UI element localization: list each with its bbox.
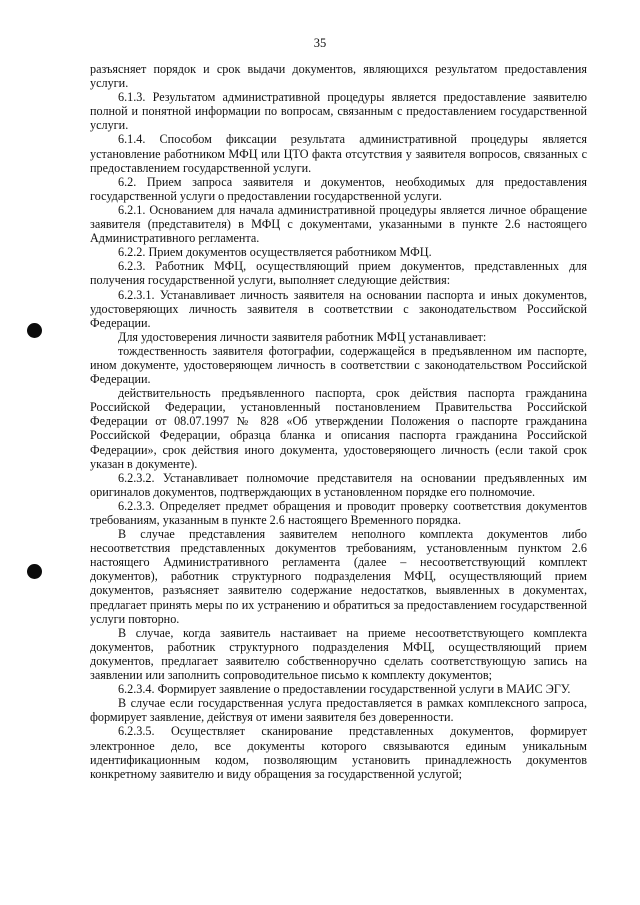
- page-number: 35: [313, 36, 327, 50]
- paragraph-6-1-4: 6.1.4. Способом фиксации результата административной процедуры является установление работником МФЦ или ЦТО факта отсутствия у заявителя вопросов, связанных с предоставлением государственной услуги.: [90, 132, 587, 175]
- punch-hole-mark: [27, 323, 42, 338]
- document-body: [90, 62, 587, 781]
- paragraph-identity-intro: Для удостоверения личности заявителя работник МФЦ устанавливает:: [118, 329, 487, 344]
- paragraph-6-2-3-1: 6.2.3.1. Устанавливает личность заявителя на основании паспорта и иных документов, удостоверяющих личность заявителя в соответствии с законодательством Российской Федерации.: [90, 287, 587, 330]
- paragraph-6-1-3: 6.1.3. Результатом административной процедуры является предоставление заявителю полной и понятной информации по вопросам, связанным с предоставлением государственной услуги.: [90, 90, 587, 133]
- paragraph-6-2-3-2: 6.2.3.2. Устанавливает полномочие представителя на основании предъявленных им оригиналов документов, подтверждающих в установленном порядке его полномочие.: [90, 470, 587, 499]
- paragraph-6-2-3-3: 6.2.3.3. Определяет предмет обращения и проводит проверку соответствия документов требованиям, указанным в пункте 2.6 настоящего Временного порядка.: [90, 498, 587, 527]
- punch-hole-mark: [27, 564, 42, 579]
- paragraph-continuation: разъясняет порядок и срок выдачи документов, являющихся результатом предоставления услуги.: [90, 62, 587, 91]
- paragraph-6-2: 6.2. Прием запроса заявителя и документов, необходимых для предоставления государственной услуги о предоставлении государственной услуги.: [90, 174, 587, 203]
- paragraph-6-2-2: 6.2.2. Прием документов осуществляется работником МФЦ.: [118, 245, 432, 260]
- paragraph-6-2-3-4: 6.2.3.4. Формирует заявление о предоставлении государственной услуги в МАИС ЭГУ.: [118, 682, 571, 697]
- paragraph-6-2-3-5: 6.2.3.5. Осуществляет сканирование представленных документов, формирует электронное дело, все документы которого связываются единым уникальным идентификационным кодом, позволяющим установить принадлежность документов конкретному заявителю и виду обращения за государственной услугой;: [90, 724, 587, 781]
- paragraph-applicant-insists: В случае, когда заявитель настаивает на приеме несоответствующего комплекта документов, работник структурного подразделения МФЦ, осуществляющий прием документов, предлагает заявителю собственноручно сделать соответствующую запись на заявлении или заполнить сопроводительное письмо к комплекту документов;: [90, 625, 587, 683]
- paragraph-6-2-3: 6.2.3. Работник МФЦ, осуществляющий прием документов, представленных для получения государственной услуги, выполняет следующие действия:: [90, 259, 587, 288]
- paragraph-complex-request: В случае если государственная услуга предоставляется в рамках комплексного запроса, формирует заявление, действуя от имени заявителя без доверенности.: [90, 696, 587, 725]
- paragraph-passport-validity: действительность предъявленного паспорта, срок действия паспорта гражданина Российской Федерации, установленный постановлением Правительства Российской Федерации от 08.07.1997 № 828 «Об утверждении Положения о паспорте гражданина Российской Федерации, образца бланка и описания паспорта гражданина Российской Федерации», срок действия иного документа, удостоверяющего личность (если такой срок указан в документе).: [90, 386, 587, 471]
- paragraph-incomplete-documents: В случае представления заявителем неполного комплекта документов либо несоответствия представленных документов требованиям, установленным пунктом 2.6 настоящего Административного регламента (далее – несоответствующий комплект документов), работник структурного подразделения МФЦ, осуществляющий прием документов, разъясняет заявителю содержание недостатков, выявленных в документах, предлагает принять меры по их устранению и обратиться за предоставлением государственной услуги повторно.: [90, 527, 587, 626]
- paragraph-identity-photo: тождественность заявителя фотографии, содержащейся в предъявленном им паспорте, ином документе, удостоверяющем личность в соответствии с законодательством Российской Федерации.: [90, 343, 587, 387]
- paragraph-6-2-1: 6.2.1. Основанием для начала административной процедуры является личное обращение заявителя (представителя) в МФЦ с документами, указанными в пункте 2.6 настоящего Административного регламента.: [90, 202, 587, 246]
